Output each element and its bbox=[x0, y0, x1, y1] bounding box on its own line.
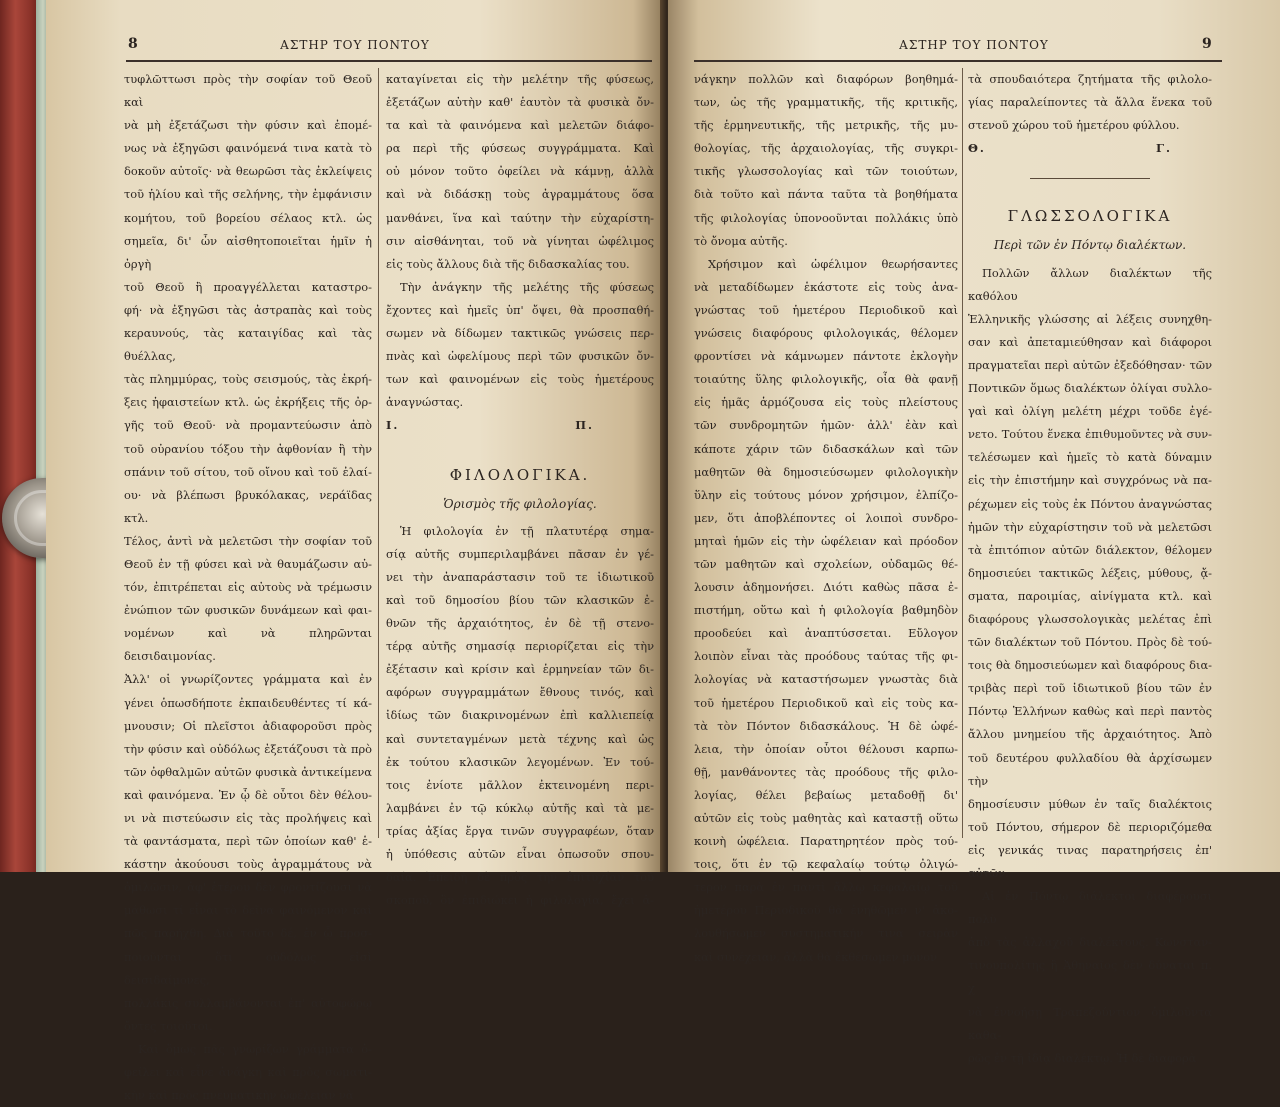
section-separator bbox=[1030, 178, 1150, 179]
text-line: θνῶν τῆς ἀρχαιότητος, ἐν δὲ τῇ στενο- bbox=[386, 616, 654, 631]
left-header-rule bbox=[126, 60, 652, 62]
text-line: Ποντικῶν ὅμως διαλέκτων ὀλίγαι συλλο- bbox=[968, 381, 1212, 396]
text-line: νει τὴν ἀναπαράστασιν τοῦ τε ἰδιωτικοῦ bbox=[386, 569, 654, 584]
text-line: τῶν συνδρομητῶν ἡμῶν· ἀλλ' ἐὰν καὶ bbox=[694, 418, 958, 433]
text-line: Καὶ ὅμως πᾶς γνωρίζων γράμματα ὀ- bbox=[138, 1041, 372, 1056]
right-page bbox=[668, 0, 1280, 1065]
text-line: κοινὴ ὠφέλεια. Παρατηρητέον πρὸς τού- bbox=[694, 834, 958, 849]
text-line: Πολλῶν ἄλλων διαλέκτων τῆς καθόλου bbox=[968, 265, 1212, 303]
section-title-filologika: ΦΙΛΟΛΟΓΙΚΑ. bbox=[449, 465, 591, 484]
text-line: τα καὶ τὰ φαινόμενα καὶ μελετῶν διάφο- bbox=[386, 118, 654, 133]
text-line: τέρᾳ αὐτῆς σημασίᾳ περιορίζεται εἰς τὴν bbox=[386, 639, 654, 654]
text-line: φείλει καὶ εἶνε ἀνάγκη καὶ πρὸς σωματι- bbox=[124, 1065, 372, 1080]
text-line: ὁμιλῶσιν, ἀφ' ἑτέρου δὲν φροντίζουσι νὰ bbox=[124, 880, 372, 895]
text-line: νὰ μεταδίδωμεν ἑκάστοτε εἰς τοὺς ἀνα- bbox=[694, 279, 958, 294]
text-line: τυφλῶττωσι πρὸς τὴν σοφίαν τοῦ Θεοῦ καὶ bbox=[124, 72, 372, 110]
text-line: διαφόρους γλωσσολογικὰς μελέτας ἐπὶ bbox=[968, 611, 1212, 626]
text-line: σαν καὶ ἀπεταμιεύθησαν καὶ διάφοροι bbox=[968, 334, 1212, 349]
text-line: δαία. Ἐπειδὴ δὲ πρὸς τὴν ἐπιτυχίαν τοῦ bbox=[386, 870, 654, 885]
text-line: λαμβάνει ἐν τῷ κύκλῳ αὐτῆς καὶ τὰ με- bbox=[386, 800, 654, 815]
text-line: ἀναγνώστας. bbox=[386, 395, 464, 410]
text-line: θῇ, μανθάνοντες τὰς προόδους τῆς φιλο- bbox=[694, 764, 958, 779]
left-page bbox=[46, 0, 664, 1103]
text-line: τὰ ἐπιτόπιον αὐτῶν διάλεκτον, θέλομεν bbox=[968, 542, 1212, 557]
text-line: γῆς τοῦ Θεοῦ· νὰ προμαντεύωσιν ἀπὸ bbox=[124, 418, 372, 433]
text-line: ὄντες τοιοῦτοι. bbox=[124, 1018, 213, 1033]
text-line: κεραυνούς, τὰς καταιγίδας καὶ τὰς θυέλλας, bbox=[124, 326, 372, 364]
text-line: στενοῦ χώρου τοῦ ἡμετέρου φύλλου. bbox=[968, 118, 1180, 133]
text-line: λεια, τὴν ὁποίαν οὗτοι θέλουσι καρπω- bbox=[694, 741, 958, 756]
text-line: Χρήσιμον καὶ ὠφέλιμον θεωρήσαντες bbox=[708, 256, 958, 271]
text-line: τὴν φύσιν καὶ οὐδόλως ἐξετάζουσι τὰ πρὸ bbox=[124, 741, 372, 756]
text-line: θολογίας, τῆς ἀρχαιολογίας, τῆς συγκρι- bbox=[694, 141, 958, 156]
text-line: τὰ σπουδαιότερα ζητήματα τῆς φιλολο- bbox=[968, 72, 1212, 86]
text-line: διὰ τοῦτο καὶ πάντα ταῦτα τὰ βοηθήματα bbox=[694, 187, 958, 202]
text-line: κὴν καὶ πρὸς πνευματικὴν ὠφέλειαν νὰ bbox=[124, 1088, 354, 1103]
text-line: ἡμῶν τὴν εὐχαρίστησιν τοῦ νὰ μελετῶσι bbox=[968, 519, 1212, 534]
text-line: τοῦ Θεοῦ ἢ προαγγέλλεται καταστρο- bbox=[124, 279, 372, 294]
text-line: καὶ νὰ διδάσκῃ τοὺς ἀγραμμάτους ὅσα bbox=[386, 187, 654, 202]
text-line: τὸ ὄνομα αὐτῆς. bbox=[694, 233, 788, 248]
text-line: ἡ ὑπόθεσις αὐτῶν εἶναι ὁπωσοῦν σπου- bbox=[386, 847, 654, 861]
text-line: νι νὰ πιστεύωσιν εἰς τὰς προλήψεις καὶ bbox=[124, 811, 372, 825]
text-line: τερον παρὰ ἐν παντὶ ἄλλῳ κεφαλαίῳ τοῦ bbox=[694, 880, 958, 895]
text-line: τοις θὰ δημοσιεύωμεν καὶ διαφόρους δια- bbox=[968, 658, 1212, 673]
text-line: ξεις ἡφαιστείων κτλ. ὡς ἐκρήξεις τῆς ὀρ- bbox=[124, 395, 372, 410]
text-line: γένει ὁπωσδήποτε ἐκπαιδευθέντες τί κά- bbox=[124, 695, 372, 710]
right-page-column-2 bbox=[968, 68, 1212, 1070]
right-page-column-1 bbox=[694, 68, 958, 969]
text-line: καὶ συνέχειαν, ἀλλὰ θὰ ἐκθέσωμεν μόνον bbox=[694, 949, 938, 964]
text-line: τοις ἐνίοτε μᾶλλον ἐκτεινομένη περι- bbox=[386, 777, 654, 792]
text-line: γνώσεις διαφόρους φιλολογικάς, θέλομεν bbox=[694, 326, 958, 341]
text-line: τοις, ὅτι ἐν τῷ κεφαλαίῳ τούτῳ ὀλιγώ- bbox=[694, 857, 958, 872]
text-line: εἰς ἡμᾶς ἁρμόζουσα εἰς τοὺς πλείστους bbox=[694, 395, 958, 410]
text-line: Αἱ ἐν Πόντῳ διάλεκτοι διαφέρουσι πολὺ bbox=[968, 889, 1212, 927]
text-line: πιστήμη, οὕτω καὶ ἡ φιλολογία βαθμηδὸν bbox=[694, 603, 958, 618]
text-line: δημοσίευσιν μύθων ἐν ταῖς διαλέκτοις bbox=[968, 796, 1212, 811]
text-line: Ἡ φιλολογία ἐν τῇ πλατυτέρᾳ σημα- bbox=[400, 523, 654, 538]
text-line: νετο. Τούτου ἕνεκα ἐπιθυμοῦντες νὰ συν- bbox=[968, 427, 1212, 442]
text-line: τοιαύτης ὕλης φιλολογικῆς, οἷα θὰ φανῇ bbox=[694, 372, 958, 387]
text-line: νως νὰ ἐξηγῶσι φαινόμενά τινα κατὰ τὸ bbox=[124, 141, 372, 156]
text-line: σιν αἰσθάνηται, τοῦ νὰ γίνηται ὠφέλιμος bbox=[386, 233, 654, 248]
text-line: τῆς φιλολογίας ὑπονοοῦνται πολλάκις ὑπὸ bbox=[694, 210, 958, 225]
text-line: τοῦ ἡλίου καὶ τῆς σελήνης, τὴν ἐμφάνισιν bbox=[124, 187, 372, 202]
text-line: μνουσιν; Οἱ πλεῖστοι ἀδιαφοροῦσι πρὸς bbox=[124, 718, 372, 733]
text-line: τικῆς γλωσσολογίας καὶ τῶν τοιούτων, bbox=[694, 164, 958, 179]
text-line: μάθωσι τί εἶναι τὸ δεῖνα φαινόμενον καὶ bbox=[124, 903, 372, 918]
right-page-header bbox=[668, 36, 1280, 58]
text-line: τὰ φαντάσματα, περὶ τῶν ὁποίων καθ' ἑ- bbox=[124, 834, 372, 849]
text-line: τοῦ δευτέρου φυλλαδίου θὰ ἀρχίσωμεν τὴν bbox=[968, 750, 1212, 788]
left-page-column-2 bbox=[386, 68, 654, 912]
text-line: δημοσιεύει τακτικῶς λέξεις, μύθους, ᾄ- bbox=[968, 565, 1212, 580]
text-line: ἐξετάζων αὐτὴν καθ' ἑαυτὸν τὰ φυσικὰ ὄν- bbox=[386, 95, 654, 110]
text-line: τῶν ὀφθαλμῶν αὐτῶν φυσικὰ ἀντικείμενα bbox=[124, 764, 372, 779]
text-line: λογίας, θέλει βεβαίως μεταδοθῇ δι' bbox=[694, 787, 958, 802]
text-line: ἐνώπιον τῶν φυσικῶν δυνάμεων καὶ φαι- bbox=[124, 603, 372, 618]
text-line: σίᾳ αὐτῆς συμπεριλαμβάνει πᾶσαν ἐν γέ- bbox=[386, 546, 654, 561]
left-column-divider bbox=[378, 68, 379, 838]
text-line: νὰ μὴ ἐξετάζωσι τὴν φύσιν καὶ ἐπομέ- bbox=[124, 118, 372, 133]
right-page-number: 9 bbox=[1202, 36, 1213, 52]
text-line: σωμεν νὰ δίδωμεν τακτικῶς γνώσεις περ- bbox=[386, 326, 654, 341]
text-line: λουσιν ἀδημονήσει. Διότι καθὼς πᾶσα ἐ- bbox=[694, 580, 958, 595]
left-page-column-1 bbox=[124, 68, 372, 1107]
text-line: αὐτῶν εἰς τοὺς μαθητὰς καὶ καταστῇ οὕτω bbox=[694, 811, 958, 825]
text-line: τοῦ οὐρανίου τόξου τὴν ἀφθονίαν ἢ τὴν bbox=[124, 441, 372, 456]
text-line: πραγματεῖαι περὶ αὐτῶν ἐξεδόθησαν· τῶν bbox=[968, 357, 1212, 372]
right-signature: Θ. Γ. bbox=[968, 141, 1172, 156]
text-line: ἀπὸ τὰς ἀλλαχοῦ διαλέκτους. Κωνσταν- bbox=[968, 935, 1212, 950]
text-line: σπάνιν τοῦ σίτου, τοῦ οἴνου καὶ τοῦ ἐλαί- bbox=[124, 464, 372, 479]
text-line: πῶς παρήχθη. Διὰ τοῦτο δέ, ἐν ᾧ προσ- bbox=[124, 926, 372, 941]
text-line: ρέχωμεν εἰς τοὺς ἐκ Πόντου ἀναγνώστας bbox=[968, 496, 1212, 511]
text-line: ἡμετέρου Περιοδικοῦ θὰ ἐνηθῶμεν ν' ἀκο- bbox=[694, 903, 958, 918]
text-line: τινουπολίτης ἢ Ἀθηναῖος δὲν δύναται π. χ bbox=[968, 958, 1212, 996]
section-title-glossologika: ΓΛΩΣΣΟΛΟΓΙΚΑ bbox=[1007, 207, 1173, 226]
right-journal-title: ΑΣΤΗΡ ΤΟΥ ΠΟΝΤΟΥ bbox=[899, 38, 1049, 52]
text-line: ἰδίως τῶν διακρινομένων ἐπὶ καλλιεπείᾳ bbox=[386, 708, 654, 723]
text-line: τῶν μαθητῶν καὶ σχολείων, οὐδαμῶς θέ- bbox=[694, 556, 958, 571]
text-line: εἰς γενικάς τινας παρατηρήσεις ἐπ' αὐτῶν. bbox=[968, 842, 1212, 880]
text-line: σημεῖα, δι' ὧν αἰσθητοποιεῖται ἡμῖν ἡ ὀργὴ bbox=[124, 233, 372, 271]
text-line: φή· νὰ ἐξηγῶσι τὰς ἀστραπὰς καὶ τοὺς bbox=[124, 302, 372, 317]
text-line: καταγίνεται εἰς τὴν μελέτην τῆς φύσεως, bbox=[386, 72, 654, 86]
text-line: ἐξέτασιν καὶ κρίσιν καὶ ἑρμηνείαν τῶν δι- bbox=[386, 662, 654, 677]
text-line: γαὶ καὶ ὀλίγη μελέτη μέχρι τοῦδε ἐγέ- bbox=[968, 404, 1212, 419]
text-line: τὰ τὸν Πόντον διδασκάλους. Ἡ δὲ ὠφέ- bbox=[694, 718, 958, 733]
text-line: αφόρων συγγραμμάτων ἔθνους τινός, καὶ bbox=[386, 685, 654, 700]
text-line: δοκοῦν αὐτοῖς· νὰ θεωρῶσι τὰς ἐκλείψεις bbox=[124, 164, 372, 179]
text-line: μηταὶ ἡμῶν εἰς τὴν ὠφέλειαν καὶ πρόοδον bbox=[694, 533, 958, 548]
left-page-number: 8 bbox=[128, 36, 139, 52]
text-line: μαθητῶν θὰ δημοσιεύσωμεν φιλολογικὴν bbox=[694, 464, 958, 479]
text-line: τοῦ ἡμετέρου Περιοδικοῦ καὶ εἰς τοὺς κα- bbox=[694, 695, 958, 710]
text-line: ἐκ τούτου κλασικῶν λεγομένων. Ἐν τού- bbox=[386, 754, 654, 769]
left-signature: Ι. Π. bbox=[386, 418, 594, 433]
text-line: τρίας ἀξίας ἔργα τινῶν συγγραφέων, ὅταν bbox=[386, 823, 654, 838]
text-line: των, ὡς τῆς γραμματικῆς, τῆς κριτικῆς, bbox=[694, 95, 958, 110]
text-line: καὶ συντεταγμένων μετὰ τέχνης καὶ ὡς bbox=[386, 731, 654, 746]
text-line: ου· νὰ βλέπωσι βρυκόλακας, νεράϊδας κτλ. bbox=[124, 487, 372, 525]
text-line: σκοποῦ, ὃν ἐπιδιώκει ἡ φιλολογία, ἔχει ἀ- bbox=[386, 893, 654, 908]
text-line: κάποτε χάριν τῶν διδασκάλων καὶ τῶν bbox=[694, 441, 958, 456]
text-line: εἰς τοὺς ἄλλους διὰ τῆς διδασκαλίας του. bbox=[386, 256, 630, 271]
right-column-divider bbox=[962, 68, 963, 838]
text-line: καὶ τοῦ δημοσίου βίου τῶν κλασικῶν ἐ- bbox=[386, 592, 654, 607]
text-line: Θεοῦ ἐν τῇ φύσει καὶ νὰ θαυμάζωσιν αὐ- bbox=[124, 556, 372, 571]
text-line: κάστην ἀκούουσι τοὺς ἀγραμμάτους νὰ bbox=[124, 857, 372, 872]
text-line: μανθάνει, ἵνα καὶ ταύτην τὴν εὐχαρίστη- bbox=[386, 210, 654, 225]
left-journal-title: ΑΣΤΗΡ ΤΟΥ ΠΟΝΤΟΥ bbox=[280, 38, 430, 52]
text-line: νομένων καὶ νὰ πληρῶνται δεισιδαιμονίας. bbox=[124, 626, 372, 664]
text-line: εἰς τὴν ἐπιστήμην καὶ συγχρόνως νὰ πα- bbox=[968, 473, 1212, 488]
text-line: Τέλος, ἀντὶ νὰ μελετῶσι τὴν σοφίαν τοῦ bbox=[124, 533, 372, 548]
text-line: ρα περὶ τῆς φύσεως συγγράμματα. Καὶ bbox=[386, 141, 654, 156]
text-line: ἔχοντες καὶ ἡμεῖς ὑπ' ὄψει, θὰ προσπαθή- bbox=[386, 302, 654, 317]
text-line: καὶ φαινόμενα. Ἐν ᾧ δὲ οὗτοι δὲν θέλου- bbox=[124, 787, 372, 802]
text-line: πολλάκις συλλαμβάνονται ἐπ' αὐτοφώρῳ bbox=[124, 995, 372, 1010]
text-line: τῶν διαλέκτων τοῦ Πόντου. Πρὸς δὲ τού- bbox=[968, 635, 1212, 650]
text-line: φροντίσει νὰ κάμνωμεν πάντοτε ἐκλογὴν bbox=[694, 349, 958, 364]
text-line: ἄλλου μνημείου τῆς ἀρχαιότητος. Ἀπὸ bbox=[968, 727, 1212, 742]
text-line: λολογίας νὰ καταστήσωμεν γνωστὰς διὰ bbox=[694, 672, 958, 687]
section-subtitle-filologika: Ὁρισμὸς τῆς φιλολογίας. bbox=[443, 496, 597, 511]
text-line: μεν, ὅτι ἀποβλέποντες οἱ λοιποὶ συνδρο- bbox=[694, 510, 958, 525]
text-line: τὰς πλημμύρας, τοὺς σεισμούς, τὰς ἐκρή- bbox=[124, 372, 372, 387]
text-line: γίας παραλείποντες τὰ ἄλλα ἕνεκα τοῦ bbox=[968, 95, 1212, 110]
text-line: τοῦ Πόντου, σήμερον δὲ περιοριζόμεθα bbox=[968, 819, 1212, 834]
text-line: κομήτου, τοῦ βορείου σέλαος κτλ. ὡς bbox=[124, 210, 372, 225]
text-line: ὕλην εἰς τούτους μόνον χρήσιμον, ἐλπίζο- bbox=[694, 487, 958, 502]
text-line: τριβὰς περὶ τοῦ ἰδιωτικοῦ βίου τῶν ἐν bbox=[968, 681, 1212, 696]
text-line: σματα, παροιμίας, αἰνίγματα κτλ. καὶ bbox=[968, 588, 1212, 603]
text-line: τελέσωμεν καὶ ἡμεῖς τὸ κατὰ δύναμιν bbox=[968, 450, 1212, 465]
text-line: πνὰς καὶ ὠφελίμους περὶ τῶν φυσικῶν ὄν- bbox=[386, 349, 654, 364]
text-line: τόν, ἐπιτρέπεται εἰς αὐτοὺς νὰ τρέμωσιν bbox=[124, 580, 372, 595]
text-line: λοιπὸν εἶναι τὰς προόδους ταύτας τῆς φι- bbox=[694, 649, 958, 664]
text-line: προοδεύει καὶ ἀναπτύσσεται. Εὔλογον bbox=[694, 626, 958, 641]
section-subtitle-glossologika: Περὶ τῶν ἐν Πόντῳ διαλέκτων. bbox=[993, 238, 1187, 253]
text-line: γνώστας τοῦ ἡμετέρου Περιοδικοῦ καὶ bbox=[694, 302, 958, 317]
text-line: οὐ μόνον τοῦτο ὀφείλει νὰ κάμνῃ, ἀλλὰ bbox=[386, 164, 654, 179]
text-line: των καὶ φαινομένων εἰς τοὺς ἡμετέρους bbox=[386, 372, 654, 387]
text-line: Ἑλληνικῆς γλώσσης αἱ λέξεις συνηχθη- bbox=[968, 311, 1212, 326]
text-line: Ἀλλ' οἱ γνωρίζοντες γράμματα καὶ ἐν bbox=[124, 672, 372, 687]
left-page-header bbox=[46, 36, 664, 58]
text-line: ρῶς ἐν τῇ ἰδίᾳ διαλέκτῳ. Ἡ δὲ διαφορὰ bbox=[968, 1050, 1197, 1065]
text-line: ποιοῦνται ὅτι οὐδόλως εἰσὶ δεισιδαίμονες, bbox=[124, 949, 372, 987]
text-line: νὰ ἐννοήσῃ Τραπεζούντιον ὁμιλοῦντα καθα- bbox=[968, 1004, 1212, 1042]
text-line: Πόντῳ Ἑλλήνων καθὼς καὶ περὶ παντὸς bbox=[968, 704, 1212, 719]
text-line: λουθήσωμεν συστηματικήν τινα σειρὰν bbox=[694, 926, 958, 941]
text-line: νάγκην πολλῶν καὶ διαφόρων βοηθημά- bbox=[694, 72, 958, 86]
text-line: Τὴν ἀνάγκην τῆς μελέτης τῆς φύσεως bbox=[400, 279, 654, 294]
right-header-rule bbox=[694, 60, 1222, 62]
text-line: τῆς ἑρμηνευτικῆς, τῆς μετρικῆς, τῆς μυ- bbox=[694, 118, 958, 133]
